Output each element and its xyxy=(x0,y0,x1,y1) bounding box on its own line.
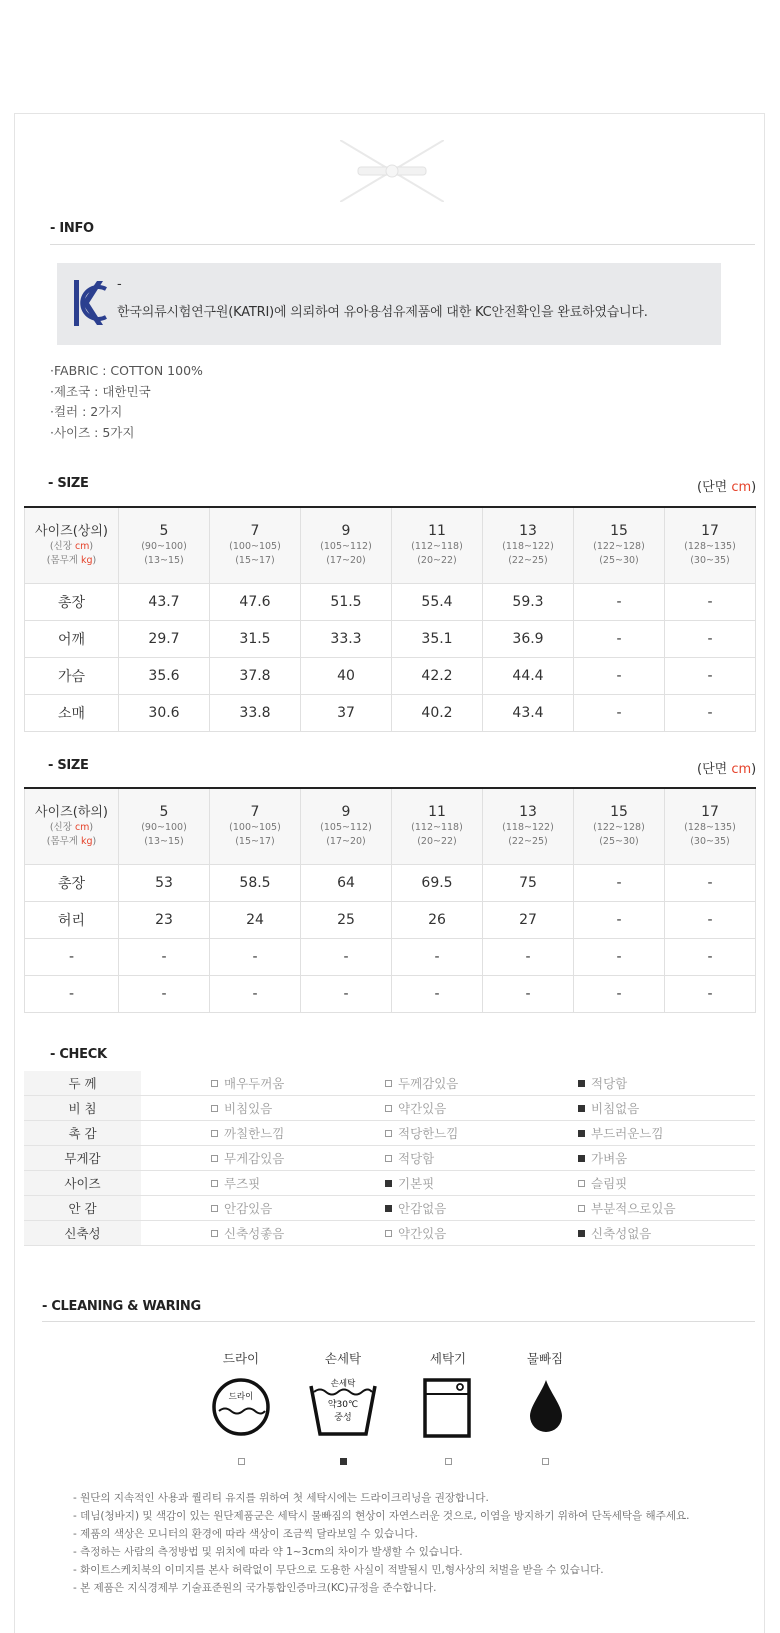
size-number: 11 xyxy=(428,523,446,539)
check-option-label: 적당함 xyxy=(398,1151,435,1166)
check-option[interactable] xyxy=(211,1146,385,1171)
size-height-range: (118~122) xyxy=(502,822,554,833)
empty-box-icon[interactable] xyxy=(385,1080,392,1087)
note-line: - 데님(청바지) 및 색감이 있는 원단제품군은 세탁시 물빠짐의 현상이 자연스러운 것으로, 이염을 방지하기 위하여 단독세탁을 해주세요. xyxy=(73,1510,690,1522)
measure-cell: - xyxy=(574,939,665,976)
row-label: 허리 xyxy=(25,902,119,939)
check-option[interactable] xyxy=(385,1171,578,1196)
table-row xyxy=(25,695,756,732)
size-header-label-cell xyxy=(25,507,119,584)
size-header-cell xyxy=(483,507,574,584)
size-number: 9 xyxy=(341,804,351,820)
size-weight-range: (20~22) xyxy=(417,555,457,566)
size-number: 15 xyxy=(610,523,628,539)
care-item-handwash xyxy=(303,1349,383,1367)
check-option-label: 까칠한느낌 xyxy=(224,1126,285,1141)
measure-cell: 53 xyxy=(119,865,210,902)
measure-cell: 33.3 xyxy=(301,621,392,658)
size-weight-range: (20~22) xyxy=(417,836,457,847)
check-option-label: 안감있음 xyxy=(224,1201,273,1216)
size-header-cell xyxy=(301,507,392,584)
size-height-range: (100~105) xyxy=(229,822,281,833)
kc-mark-icon xyxy=(73,279,107,327)
kc-statement: 한국의류시험연구원(KATRI)에 의뢰하여 유아용섬유제품에 대한 KC안전확인을 완료하였습니다. xyxy=(117,305,648,320)
care-notes xyxy=(73,1489,689,1597)
size-table-top xyxy=(24,506,756,732)
check-spacer xyxy=(141,1146,211,1171)
care-item-bleed xyxy=(505,1349,585,1367)
care-check-bleed[interactable] xyxy=(542,1458,549,1465)
check-option[interactable] xyxy=(211,1096,385,1121)
info-title: - INFO xyxy=(50,221,94,236)
size-header-height-unit: (신장 cm) xyxy=(49,541,94,552)
size-height-range: (105~112) xyxy=(320,822,372,833)
measure-cell: 69.5 xyxy=(392,865,483,902)
size-height-range: (128~135) xyxy=(684,822,736,833)
size-header-row xyxy=(25,507,756,584)
measure-cell: 58.5 xyxy=(210,865,301,902)
measure-cell: - xyxy=(483,939,574,976)
care-check-machine[interactable] xyxy=(445,1458,452,1465)
note-line: - 제품의 색상은 모니터의 환경에 따라 색상이 조금씩 달라보일 수 있습니다. xyxy=(73,1528,418,1540)
measure-cell: 40 xyxy=(301,658,392,695)
size-number: 17 xyxy=(701,804,719,820)
info-item-origin: ·제조국 : 대한민국 xyxy=(50,383,151,399)
hand-wash-icon xyxy=(308,1378,378,1438)
check-option[interactable] xyxy=(211,1071,385,1096)
size-weight-range: (15~17) xyxy=(235,836,275,847)
measure-cell: - xyxy=(665,865,756,902)
table-row xyxy=(25,621,756,658)
size-weight-range: (17~20) xyxy=(326,836,366,847)
care-label-dry: 드라이 xyxy=(222,1351,260,1366)
row-label: - xyxy=(25,939,119,976)
check-option-label: 신축성없음 xyxy=(591,1226,652,1241)
size-top-title: - SIZE xyxy=(48,476,89,491)
measure-cell: 35.1 xyxy=(392,621,483,658)
check-option[interactable] xyxy=(211,1196,385,1221)
size-height-range: (112~118) xyxy=(411,822,463,833)
care-item-machine xyxy=(408,1349,488,1367)
check-label: 비 침 xyxy=(24,1096,141,1121)
info-divider xyxy=(50,244,755,245)
check-row xyxy=(24,1096,755,1121)
measure-cell: 51.5 xyxy=(301,584,392,621)
size-header-label: 사이즈(하의) xyxy=(35,805,108,820)
size-weight-range: (25~30) xyxy=(599,555,639,566)
check-option-label: 적당한느낌 xyxy=(398,1126,459,1141)
size-number: 9 xyxy=(341,523,351,539)
measure-cell: 26 xyxy=(392,902,483,939)
checked-box-icon[interactable] xyxy=(578,1080,585,1087)
care-check-dry[interactable] xyxy=(238,1458,245,1465)
measure-cell: - xyxy=(574,584,665,621)
measure-cell: 29.7 xyxy=(119,621,210,658)
measure-cell: - xyxy=(574,902,665,939)
size-number: 13 xyxy=(519,804,537,820)
measure-cell: - xyxy=(665,695,756,732)
size-header-height-unit: (신장 cm) xyxy=(49,822,94,833)
size-header-cell xyxy=(574,507,665,584)
checked-box-icon[interactable] xyxy=(578,1230,585,1237)
measure-cell: - xyxy=(574,658,665,695)
size-weight-range: (13~15) xyxy=(144,555,184,566)
size-weight-range: (25~30) xyxy=(599,836,639,847)
water-drop-icon xyxy=(528,1378,564,1434)
check-option[interactable] xyxy=(385,1196,578,1221)
check-option-label: 두께감있음 xyxy=(398,1076,459,1091)
row-label: 어깨 xyxy=(25,621,119,658)
size-number: 17 xyxy=(701,523,719,539)
checked-box-icon[interactable] xyxy=(578,1155,585,1162)
size-header-cell xyxy=(665,507,756,584)
size-height-range: (100~105) xyxy=(229,541,281,552)
table-row xyxy=(25,976,756,1013)
note-line: - 화이트스케치북의 이미지를 본사 허락없이 무단으로 도용한 사실이 적발될시 민,형사상의 처벌을 받을 수 있습니다. xyxy=(73,1564,604,1576)
size-height-range: (90~100) xyxy=(141,822,187,833)
size-weight-range: (30~35) xyxy=(690,555,730,566)
care-check-handwash[interactable] xyxy=(340,1458,347,1465)
size-number: 13 xyxy=(519,523,537,539)
measure-cell: 55.4 xyxy=(392,584,483,621)
empty-box-icon[interactable] xyxy=(211,1130,218,1137)
dry-clean-icon xyxy=(211,1377,271,1437)
measure-cell: 64 xyxy=(301,865,392,902)
care-label-bleed: 물빠짐 xyxy=(526,1351,564,1366)
size-header-cell xyxy=(392,788,483,865)
size-weight-range: (13~15) xyxy=(144,836,184,847)
check-option[interactable] xyxy=(578,1196,755,1221)
table-row xyxy=(25,584,756,621)
size-height-range: (105~112) xyxy=(320,541,372,552)
measure-cell: 33.8 xyxy=(210,695,301,732)
washing-machine-icon xyxy=(422,1377,472,1439)
check-option[interactable] xyxy=(385,1221,578,1246)
measure-cell: 35.6 xyxy=(119,658,210,695)
check-spacer xyxy=(141,1196,211,1221)
info-item-color: ·컬러 : 2가지 xyxy=(50,404,123,419)
check-option[interactable] xyxy=(578,1146,755,1171)
check-spacer xyxy=(141,1096,211,1121)
size-weight-range: (22~25) xyxy=(508,836,548,847)
size-header-cell xyxy=(301,788,392,865)
size-bottom-title: - SIZE xyxy=(48,758,89,773)
check-option[interactable] xyxy=(578,1221,755,1246)
table-row xyxy=(25,939,756,976)
measure-cell: - xyxy=(665,658,756,695)
measure-cell: 25 xyxy=(301,902,392,939)
check-label: 신축성 xyxy=(24,1221,141,1246)
size-height-range: (122~128) xyxy=(593,541,645,552)
check-option[interactable] xyxy=(211,1171,385,1196)
measure-cell: - xyxy=(665,621,756,658)
measure-cell: - xyxy=(119,976,210,1013)
check-option-label: 안감없음 xyxy=(398,1201,447,1216)
kc-certification-box xyxy=(57,263,721,345)
info-item-size: ·사이즈 : 5가지 xyxy=(50,424,135,440)
measure-cell: - xyxy=(665,584,756,621)
measure-cell: 23 xyxy=(119,902,210,939)
check-row xyxy=(24,1221,755,1246)
size-number: 5 xyxy=(159,804,169,820)
measure-cell: - xyxy=(210,976,301,1013)
checked-box-icon[interactable] xyxy=(578,1105,585,1112)
empty-box-icon[interactable] xyxy=(211,1230,218,1237)
check-option[interactable] xyxy=(578,1071,755,1096)
check-option-label: 약간있음 xyxy=(398,1226,447,1241)
measure-cell: 75 xyxy=(483,865,574,902)
size-top-unit: (단면 cm) xyxy=(697,480,757,495)
table-row xyxy=(25,902,756,939)
size-number: 15 xyxy=(610,804,628,820)
empty-box-icon[interactable] xyxy=(211,1080,218,1087)
check-spacer xyxy=(141,1121,211,1146)
cleaning-divider xyxy=(42,1321,755,1322)
size-weight-range: (22~25) xyxy=(508,555,548,566)
check-option[interactable] xyxy=(385,1071,578,1096)
check-label: 안 감 xyxy=(24,1196,141,1221)
check-spacer xyxy=(141,1071,211,1096)
check-title: - CHECK xyxy=(50,1047,107,1062)
measure-cell: 27 xyxy=(483,902,574,939)
check-option-label: 적당함 xyxy=(591,1076,628,1091)
check-option-label: 약간있음 xyxy=(398,1101,447,1116)
measure-cell: - xyxy=(574,865,665,902)
table-row xyxy=(25,658,756,695)
measure-cell: - xyxy=(301,939,392,976)
note-line: - 측정하는 사람의 측정방법 및 위치에 따라 약 1~3cm의 차이가 발생할 수 있습니다. xyxy=(73,1546,463,1558)
check-option[interactable] xyxy=(211,1121,385,1146)
size-height-range: (112~118) xyxy=(411,541,463,552)
empty-box-icon[interactable] xyxy=(385,1230,392,1237)
size-header-label-cell xyxy=(25,788,119,865)
check-row xyxy=(24,1146,755,1171)
measure-cell: - xyxy=(665,976,756,1013)
empty-box-icon[interactable] xyxy=(211,1180,218,1187)
size-header-cell xyxy=(119,507,210,584)
measure-cell: - xyxy=(574,976,665,1013)
table-row xyxy=(25,865,756,902)
info-item-fabric: ·FABRIC : COTTON 100% xyxy=(50,363,203,378)
size-header-row xyxy=(25,788,756,865)
measure-cell: 44.4 xyxy=(483,658,574,695)
size-height-range: (90~100) xyxy=(141,541,187,552)
check-option[interactable] xyxy=(578,1096,755,1121)
size-header-weight-unit: (몸무게 kg) xyxy=(46,836,97,847)
measure-cell: - xyxy=(665,939,756,976)
measure-cell: 40.2 xyxy=(392,695,483,732)
checked-box-icon[interactable] xyxy=(385,1180,392,1187)
check-table xyxy=(24,1071,755,1246)
check-option-label: 무게감있음 xyxy=(224,1151,285,1166)
hand-wash-temp: 약30℃ xyxy=(327,1400,359,1410)
measure-cell: - xyxy=(301,976,392,1013)
size-header-cell xyxy=(574,788,665,865)
measure-cell: 43.7 xyxy=(119,584,210,621)
empty-box-icon[interactable] xyxy=(385,1130,392,1137)
care-label-handwash: 손세탁 xyxy=(324,1351,362,1366)
size-header-cell xyxy=(210,507,301,584)
size-number: 5 xyxy=(159,523,169,539)
check-option[interactable] xyxy=(385,1146,578,1171)
hand-wash-detergent: 중성 xyxy=(334,1413,352,1423)
measure-cell: - xyxy=(392,976,483,1013)
row-label: 소매 xyxy=(25,695,119,732)
note-line: - 본 제품은 지식경제부 기술표준원의 국가통합인증마크(KC)규정을 준수합니다. xyxy=(73,1582,437,1594)
measure-cell: 37 xyxy=(301,695,392,732)
check-row xyxy=(24,1171,755,1196)
cleaning-title: - CLEANING & WARING xyxy=(42,1299,201,1314)
measure-cell: 59.3 xyxy=(483,584,574,621)
size-header-cell xyxy=(119,788,210,865)
empty-box-icon[interactable] xyxy=(578,1205,585,1212)
empty-box-icon[interactable] xyxy=(211,1105,218,1112)
measure-cell: 47.6 xyxy=(210,584,301,621)
size-header-cell xyxy=(665,788,756,865)
checked-box-icon[interactable] xyxy=(385,1205,392,1212)
check-option-label: 매우두꺼움 xyxy=(224,1076,285,1091)
size-header-cell xyxy=(483,788,574,865)
check-spacer xyxy=(141,1171,211,1196)
check-spacer xyxy=(141,1221,211,1246)
row-label: - xyxy=(25,976,119,1013)
check-row xyxy=(24,1071,755,1096)
measure-cell: 42.2 xyxy=(392,658,483,695)
empty-box-icon[interactable] xyxy=(211,1155,218,1162)
hand-wash-icon-text: 손세탁 xyxy=(330,1379,356,1389)
brand-ribbon-icon xyxy=(340,140,444,202)
size-bottom-unit: (단면 cm) xyxy=(697,762,757,777)
info-list xyxy=(50,361,203,443)
size-header-cell xyxy=(210,788,301,865)
size-table-bottom xyxy=(24,787,756,1013)
check-label: 무게감 xyxy=(24,1146,141,1171)
check-label: 촉 감 xyxy=(24,1121,141,1146)
measure-cell: - xyxy=(483,976,574,1013)
dry-clean-icon-text: 드라이 xyxy=(228,1392,254,1402)
size-number: 7 xyxy=(250,523,260,539)
measure-cell: 36.9 xyxy=(483,621,574,658)
size-height-range: (118~122) xyxy=(502,541,554,552)
check-label: 두 께 xyxy=(24,1071,141,1096)
kc-dash: - xyxy=(117,277,122,292)
row-label: 총장 xyxy=(25,584,119,621)
empty-box-icon[interactable] xyxy=(385,1105,392,1112)
measure-cell: - xyxy=(574,621,665,658)
size-header-cell xyxy=(392,507,483,584)
size-height-range: (122~128) xyxy=(593,822,645,833)
check-option[interactable] xyxy=(578,1121,755,1146)
check-option[interactable] xyxy=(211,1221,385,1246)
measure-cell: - xyxy=(119,939,210,976)
measure-cell: 43.4 xyxy=(483,695,574,732)
check-option-label: 부드러운느낌 xyxy=(591,1126,664,1141)
size-height-range: (128~135) xyxy=(684,541,736,552)
row-label: 가슴 xyxy=(25,658,119,695)
check-option-label: 비침있음 xyxy=(224,1101,273,1116)
check-option-label: 비침없음 xyxy=(591,1101,640,1116)
measure-cell: 24 xyxy=(210,902,301,939)
note-line: - 원단의 지속적인 사용과 퀄리티 유지를 위하여 첫 세탁시에는 드라이크리닝을 권장합니다. xyxy=(73,1492,489,1504)
check-label: 사이즈 xyxy=(24,1171,141,1196)
check-option[interactable] xyxy=(385,1096,578,1121)
size-number: 11 xyxy=(428,804,446,820)
check-option[interactable] xyxy=(385,1121,578,1146)
care-item-dry xyxy=(201,1349,281,1367)
empty-box-icon[interactable] xyxy=(385,1155,392,1162)
size-weight-range: (15~17) xyxy=(235,555,275,566)
check-option-label: 슬림핏 xyxy=(591,1176,628,1191)
size-header-label: 사이즈(상의) xyxy=(35,524,108,539)
size-number: 7 xyxy=(250,804,260,820)
check-option-label: 가벼움 xyxy=(591,1151,628,1166)
row-label: 총장 xyxy=(25,865,119,902)
size-header-weight-unit: (몸무게 kg) xyxy=(46,555,97,566)
empty-box-icon[interactable] xyxy=(578,1180,585,1187)
measure-cell: 31.5 xyxy=(210,621,301,658)
check-option-label: 신축성좋음 xyxy=(224,1226,285,1241)
measure-cell: 30.6 xyxy=(119,695,210,732)
care-label-machine: 세탁기 xyxy=(429,1351,467,1366)
check-option-label: 루즈핏 xyxy=(224,1176,261,1191)
measure-cell: - xyxy=(665,902,756,939)
check-option-label: 부분적으로있음 xyxy=(591,1201,676,1216)
size-weight-range: (17~20) xyxy=(326,555,366,566)
measure-cell: - xyxy=(392,939,483,976)
check-option[interactable] xyxy=(578,1171,755,1196)
check-row xyxy=(24,1121,755,1146)
checked-box-icon[interactable] xyxy=(578,1130,585,1137)
measure-cell: 37.8 xyxy=(210,658,301,695)
measure-cell: - xyxy=(574,695,665,732)
check-row xyxy=(24,1196,755,1221)
measure-cell: - xyxy=(210,939,301,976)
check-option-label: 기본핏 xyxy=(398,1176,435,1191)
empty-box-icon[interactable] xyxy=(211,1205,218,1212)
size-weight-range: (30~35) xyxy=(690,836,730,847)
